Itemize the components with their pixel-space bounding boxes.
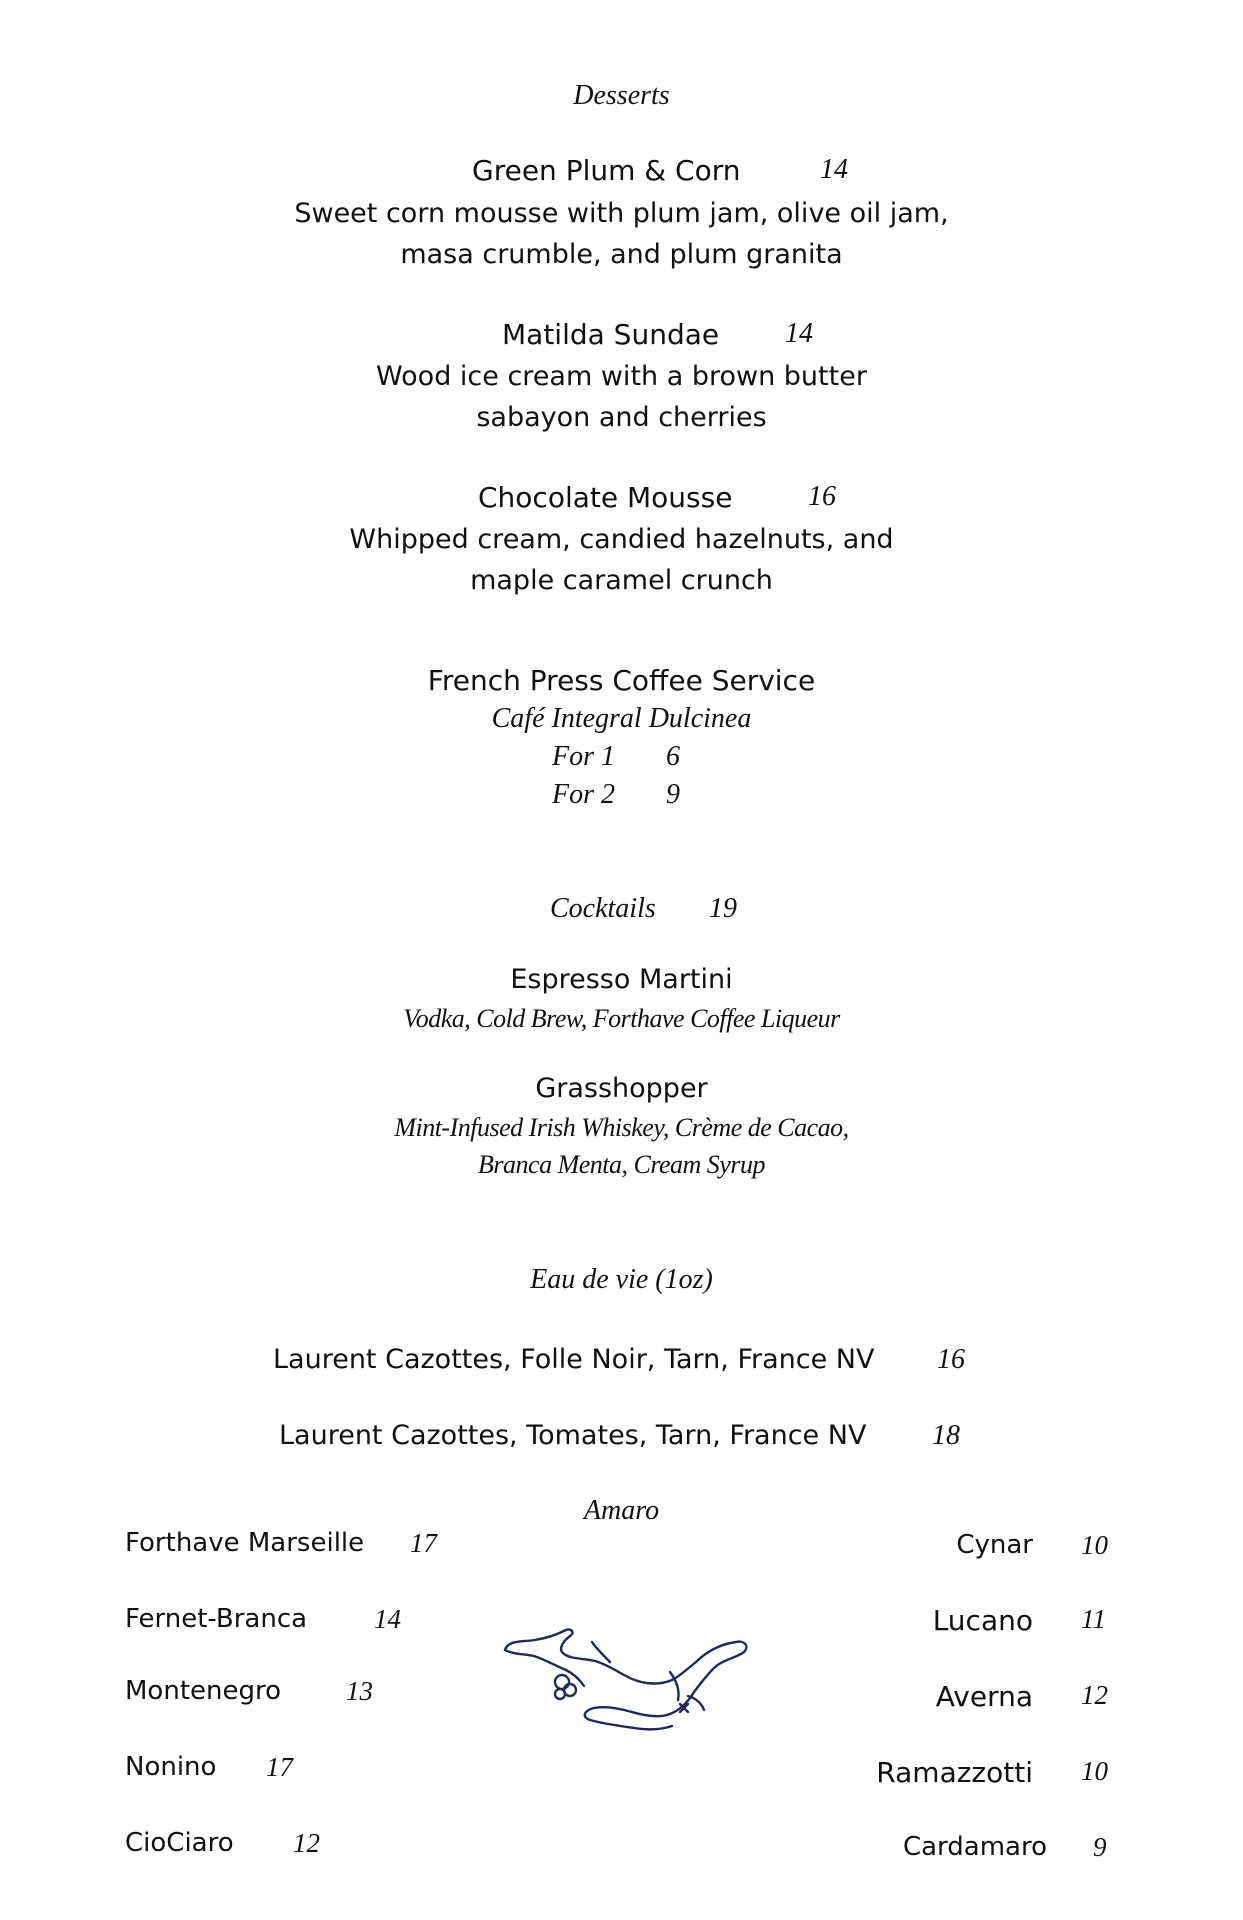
coffee-service-name: French Press Coffee Service (427, 664, 816, 697)
cocktails-price: 19 (709, 893, 737, 924)
dessert-description (0, 193, 1243, 275)
dessert-name: Matilda Sundae (502, 318, 720, 351)
amaro-price: 12 (293, 1828, 320, 1858)
dessert-name: Chocolate Mousse (478, 481, 733, 514)
amaro-name: Cynar (956, 1530, 1033, 1560)
amaro-price: 11 (1081, 1604, 1106, 1634)
eau-de-vie-name: Laurent Cazottes, Tomates, Tarn, France NV (279, 1420, 867, 1451)
amaro-price: 10 (1081, 1530, 1108, 1560)
desserts-heading: Desserts (573, 80, 670, 111)
eau-de-vie-price: 18 (932, 1420, 960, 1451)
amaro-price: 12 (1081, 1680, 1108, 1710)
dessert-description (0, 356, 1243, 438)
coffee-option-price: 9 (666, 779, 680, 810)
amaro-name: Nonino (125, 1752, 217, 1782)
amaro-name: Averna (935, 1680, 1033, 1713)
amaro-price: 10 (1081, 1756, 1108, 1786)
amaro-price: 17 (266, 1752, 293, 1782)
amaro-name: Lucano (932, 1604, 1033, 1637)
amaro-heading: Amaro (583, 1495, 660, 1526)
description-line: Mint-Infused Irish Whiskey, Crème de Cacao, (394, 1113, 849, 1142)
amaro-name: Cardamaro (902, 1832, 1047, 1862)
cocktail-name: Espresso Martini (510, 964, 733, 995)
dessert-price: 14 (785, 318, 813, 349)
amaro-price: 13 (346, 1676, 373, 1706)
rabbit-illustration-icon (500, 1610, 750, 1735)
cocktail-description (0, 1109, 1243, 1183)
dessert-price: 16 (808, 481, 836, 512)
amaro-name: Montenegro (125, 1676, 282, 1706)
dessert-price: 14 (820, 154, 848, 185)
cocktails-heading: Cocktails (550, 893, 656, 924)
amaro-price: 17 (410, 1528, 437, 1558)
amaro-price: 14 (374, 1604, 401, 1634)
amaro-price: 9 (1093, 1832, 1107, 1862)
coffee-option-label: For 1 (552, 741, 615, 772)
dessert-name: Green Plum & Corn (472, 154, 741, 187)
coffee-option-price: 6 (666, 741, 680, 772)
cocktail-name: Grasshopper (535, 1073, 708, 1104)
description-line: sabayon and cherries (476, 402, 767, 433)
amaro-name: Forthave Marseille (125, 1528, 365, 1558)
eau-de-vie-price: 16 (937, 1344, 965, 1375)
dessert-description (0, 519, 1243, 601)
description-line: maple caramel crunch (470, 565, 773, 596)
eau-de-vie-heading: Eau de vie (1oz) (530, 1264, 713, 1295)
amaro-name: Ramazzotti (876, 1756, 1033, 1789)
description-line: masa crumble, and plum granita (400, 239, 843, 270)
description-line: Branca Menta, Cream Syrup (478, 1150, 765, 1179)
eau-de-vie-name: Laurent Cazottes, Folle Noir, Tarn, France NV (273, 1344, 875, 1375)
description-line: Whipped cream, candied hazelnuts, and (349, 524, 894, 555)
description-line: Wood ice cream with a brown butter (376, 361, 867, 392)
coffee-subtitle: Café Integral Dulcinea (491, 703, 752, 734)
amaro-name: Fernet-Branca (125, 1604, 308, 1634)
description-line: Sweet corn mousse with plum jam, olive oil jam, (294, 198, 949, 229)
coffee-option-label: For 2 (552, 779, 615, 810)
cocktail-description: Vodka, Cold Brew, Forthave Coffee Liqueur (403, 1004, 840, 1033)
amaro-name: CioCiaro (125, 1828, 234, 1858)
